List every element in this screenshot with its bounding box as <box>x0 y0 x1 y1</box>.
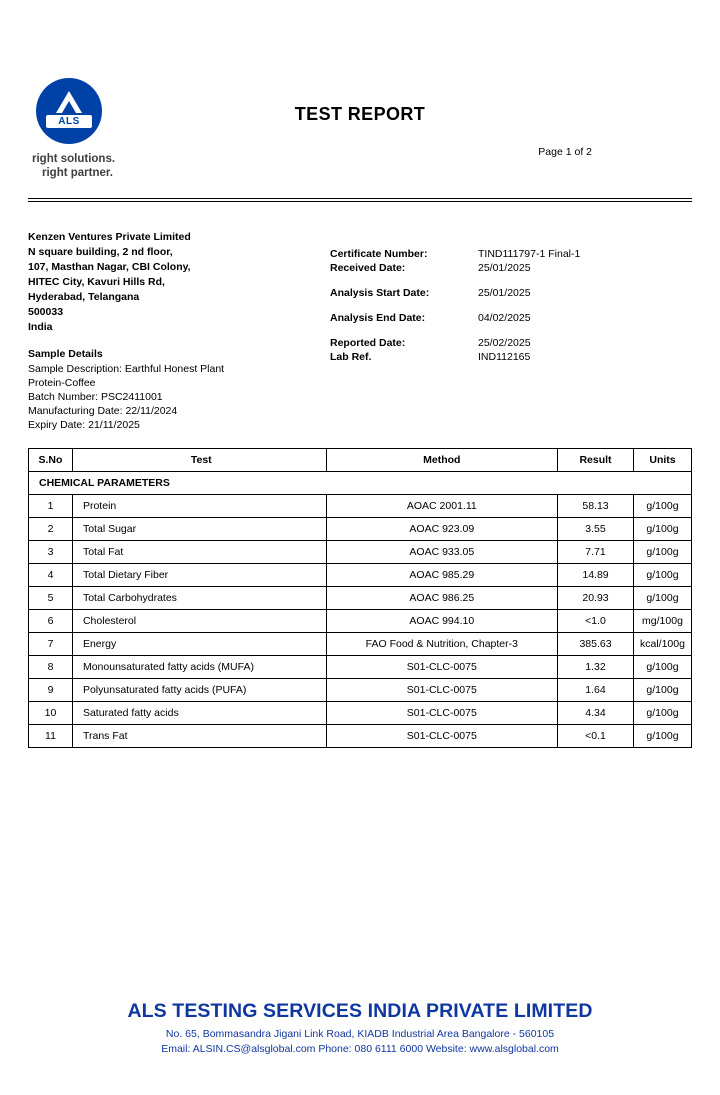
cell-units: kcal/100g <box>633 633 691 656</box>
cell-sno: 2 <box>29 518 73 541</box>
cell-sno: 6 <box>29 610 73 633</box>
customer-address-line: 500033 <box>28 306 64 318</box>
customer-address-line: Hyderabad, Telangana <box>28 291 140 303</box>
customer-address-line: India <box>28 321 53 333</box>
cell-result: <1.0 <box>558 610 634 633</box>
cell-test: Polyunsaturated fatty acids (PUFA) <box>72 679 326 702</box>
page-title: TEST REPORT <box>294 104 426 124</box>
document-page <box>0 78 720 1095</box>
table-row <box>29 541 692 564</box>
footer-contact: Email: ALSIN.CS@alsglobal.com Phone: 080 6111 6000 Website: www.alsglobal.com <box>161 1043 559 1055</box>
footer-company-name: ALS TESTING SERVICES INDIA PRIVATE LIMITED <box>127 1000 593 1022</box>
reported-date-value: 25/02/2025 <box>478 337 531 349</box>
table-row <box>29 656 692 679</box>
lab-ref-label: Lab Ref. <box>330 351 372 363</box>
cell-sno: 8 <box>29 656 73 679</box>
sample-detail-line: Sample Description: Earthful Honest Plant <box>28 363 225 375</box>
customer-address-line: 107, Masthan Nagar, CBI Colony, <box>28 261 191 273</box>
cell-units: g/100g <box>633 541 691 564</box>
cell-method: AOAC 994.10 <box>326 610 558 633</box>
certificate-number-label: Certificate Number: <box>330 248 428 260</box>
customer-name: Kenzen Ventures Private Limited <box>28 231 191 243</box>
analysis-start-date-value: 25/01/2025 <box>478 287 531 299</box>
sample-detail-line: Batch Number: PSC2411001 <box>28 391 163 403</box>
cell-test: Saturated fatty acids <box>72 702 326 725</box>
logo-tagline <box>32 152 162 180</box>
cell-units: g/100g <box>633 725 691 748</box>
cell-test: Total Carbohydrates <box>72 587 326 610</box>
cell-test: Energy <box>72 633 326 656</box>
cell-units: g/100g <box>633 587 691 610</box>
cell-method: AOAC 933.05 <box>326 541 558 564</box>
results-table <box>28 448 692 748</box>
cell-method: S01-CLC-0075 <box>326 725 558 748</box>
page-count-label: Page 1 of 2 <box>538 146 592 158</box>
column-header-method: Method <box>326 449 558 472</box>
table-row <box>29 518 692 541</box>
table-row <box>29 587 692 610</box>
meta-row-analysis-end-date <box>330 311 710 325</box>
cell-result: 385.63 <box>558 633 634 656</box>
cell-result: 20.93 <box>558 587 634 610</box>
received-date-value: 25/01/2025 <box>478 262 531 274</box>
sample-details-heading: Sample Details <box>28 348 103 360</box>
meta-row-reported-date <box>330 336 710 350</box>
reported-date-label: Reported Date: <box>330 337 406 349</box>
table-section-row <box>29 472 692 495</box>
cell-units: g/100g <box>633 679 691 702</box>
cell-test: Protein <box>72 495 326 518</box>
table-row <box>29 679 692 702</box>
cell-result: 1.64 <box>558 679 634 702</box>
analysis-end-date-label: Analysis End Date: <box>330 312 426 324</box>
cell-sno: 4 <box>29 564 73 587</box>
table-row <box>29 564 692 587</box>
table-header-row <box>29 449 692 472</box>
footer-address: No. 65, Bommasandra Jigani Link Road, KIADB Industrial Area Bangalore - 560105 <box>165 1028 555 1040</box>
column-header-test: Test <box>72 449 326 472</box>
analysis-start-date-label: Analysis Start Date: <box>330 287 430 299</box>
received-date-label: Received Date: <box>330 262 406 274</box>
column-header-result: Result <box>558 449 634 472</box>
meta-row-lab-ref <box>330 350 710 364</box>
cell-units: g/100g <box>633 495 691 518</box>
cell-method: AOAC 985.29 <box>326 564 558 587</box>
header-divider <box>28 198 692 202</box>
cell-method: S01-CLC-0075 <box>326 679 558 702</box>
als-logo <box>32 78 162 180</box>
cell-test: Cholesterol <box>72 610 326 633</box>
cell-units: g/100g <box>633 564 691 587</box>
cell-units: g/100g <box>633 702 691 725</box>
certificate-number-value: TIND111797-1 Final-1 <box>478 248 581 260</box>
als-logo-text: ALS <box>46 115 92 128</box>
cell-test: Total Fat <box>72 541 326 564</box>
cell-sno: 5 <box>29 587 73 610</box>
cell-result: 3.55 <box>558 518 634 541</box>
cell-method: S01-CLC-0075 <box>326 702 558 725</box>
cell-units: g/100g <box>633 656 691 679</box>
report-header <box>28 78 692 190</box>
section-label-chemical-parameters: CHEMICAL PARAMETERS <box>29 472 692 495</box>
logo-tagline-line2: right partner. <box>42 167 113 179</box>
cell-method: S01-CLC-0075 <box>326 656 558 679</box>
sample-detail-line: Expiry Date: 21/11/2025 <box>28 419 140 431</box>
table-row <box>29 610 692 633</box>
cell-result: 58.13 <box>558 495 634 518</box>
sample-detail-line: Protein-Coffee <box>28 377 96 389</box>
cell-result: 14.89 <box>558 564 634 587</box>
meta-row-certificate-number <box>330 247 710 261</box>
cell-method: AOAC 986.25 <box>326 587 558 610</box>
cell-result: 4.34 <box>558 702 634 725</box>
cell-method: AOAC 2001.11 <box>326 495 558 518</box>
cell-result: 1.32 <box>558 656 634 679</box>
report-footer <box>0 1000 720 1055</box>
cell-result: <0.1 <box>558 725 634 748</box>
lab-ref-value: IND112165 <box>478 351 531 363</box>
cell-units: g/100g <box>633 518 691 541</box>
meta-row-received-date <box>330 261 710 275</box>
analysis-end-date-value: 04/02/2025 <box>478 312 531 324</box>
customer-address-line: N square building, 2 nd floor, <box>28 246 173 258</box>
column-header-units: Units <box>633 449 691 472</box>
sample-detail-line: Manufacturing Date: 22/11/2024 <box>28 405 178 417</box>
column-header-sno: S.No <box>29 449 73 472</box>
cell-test: Total Sugar <box>72 518 326 541</box>
meta-row-analysis-start-date <box>330 286 710 300</box>
cell-result: 7.71 <box>558 541 634 564</box>
customer-address-line: HITEC City, Kavuri Hills Rd, <box>28 276 165 288</box>
cell-method: FAO Food & Nutrition, Chapter-3 <box>326 633 558 656</box>
table-row <box>29 725 692 748</box>
table-row <box>29 702 692 725</box>
info-block <box>28 230 692 432</box>
cell-sno: 11 <box>29 725 73 748</box>
customer-address <box>28 230 328 432</box>
table-row <box>29 633 692 656</box>
cell-test: Monounsaturated fatty acids (MUFA) <box>72 656 326 679</box>
cell-sno: 1 <box>29 495 73 518</box>
cell-sno: 7 <box>29 633 73 656</box>
table-row <box>29 495 692 518</box>
report-metadata <box>330 247 710 364</box>
cell-test: Total Dietary Fiber <box>72 564 326 587</box>
cell-units: mg/100g <box>633 610 691 633</box>
cell-method: AOAC 923.09 <box>326 518 558 541</box>
cell-sno: 9 <box>29 679 73 702</box>
cell-sno: 3 <box>29 541 73 564</box>
logo-tagline-line1: right solutions. <box>32 153 116 165</box>
cell-test: Trans Fat <box>72 725 326 748</box>
table-body <box>29 472 692 748</box>
cell-sno: 10 <box>29 702 73 725</box>
